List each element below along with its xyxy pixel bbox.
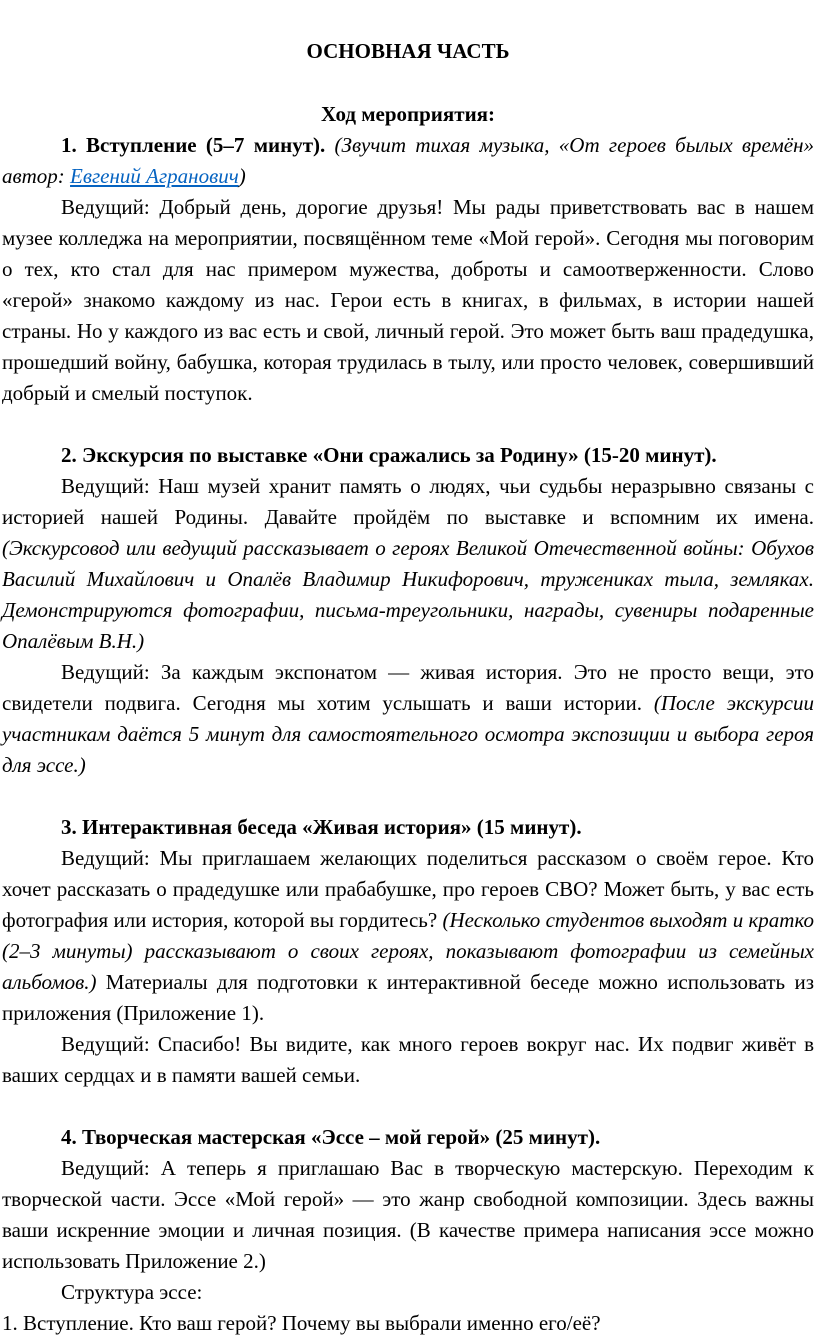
- section-1-note-close: ): [238, 164, 246, 188]
- section-2-speech-2: [2, 657, 814, 781]
- section-3-note-1: (Несколько студентов выходят и кратко (2–3 минуты) рассказывают о своих героях, показывают фотографии из семейных альбомов.): [2, 908, 815, 994]
- section-3-speech-1-tail: Материалы для подготовки к интерактивной беседе можно использовать из приложения (Приложение 1).: [2, 970, 814, 1025]
- section-2-speech-1: [2, 471, 814, 657]
- essay-structure-label: Структура эссе:: [61, 1280, 203, 1304]
- section-4-speech-1: Ведущий: А теперь я приглашаю Вас в творческую мастерскую. Переходим к творческой части. Эссе «Мой герой» — это жанр свободной композиции. Здесь важны ваши искренние эмоции и личная позиция. (В качестве примера написания эссе можно использовать Приложение 2.): [2, 1156, 814, 1273]
- section-1-heading: 1. Вступление (5–7 минут).: [61, 133, 326, 157]
- spacer: [2, 409, 814, 440]
- section-3-speech-1-text: Ведущий: Мы приглашаем желающих поделиться рассказом о своём герое. Кто хочет рассказать о прадедушке или прабабушке, про героев СВО? Может быть, у вас есть фотография или история, которой вы гордитесь?: [2, 846, 814, 932]
- author-link[interactable]: Евгений Агранович: [70, 164, 239, 188]
- section-3-speech-2: Ведущий: Спасибо! Вы видите, как много героев вокруг нас. Их подвиг живёт в ваших сердцах и в памяти вашей семьи.: [2, 1032, 814, 1087]
- page-subtitle: Ход мероприятия:: [320, 102, 496, 126]
- section-3-heading: 3. Интерактивная беседа «Живая история» (15 минут).: [61, 815, 582, 839]
- section-2-note-2: (После экскурсии участникам даётся 5 минут для самостоятельного осмотра экспозиции и выбора героя для эссе.): [2, 691, 814, 777]
- section-2-heading: 2. Экскурсия по выставке «Они сражались за Родину» (15-20 минут).: [61, 443, 717, 467]
- section-4-heading: 4. Творческая мастерская «Эссе – мой герой» (25 минут).: [61, 1125, 601, 1149]
- essay-structure-item-1: 1. Вступление. Кто ваш герой? Почему вы выбрали именно его/её?: [2, 1311, 601, 1335]
- spacer: [2, 781, 814, 812]
- section-2-speech-1-text: Ведущий: Наш музей хранит память о людях, чьи судьбы неразрывно связаны с историей нашей Родины. Давайте пройдём по выставке и вспомним их имена.: [2, 474, 814, 529]
- section-1-speech: Ведущий: Добрый день, дорогие друзья! Мы рады приветствовать вас в нашем музее колледжа на мероприятии, посвящённом теме «Мой герой». Сегодня мы поговорим о тех, кто стал для нас примером мужества, доброты и самоотверженности. Слово «герой» знакомо каждому из нас. Герои есть в книгах, в фильмах, в истории нашей страны. Но у каждого из вас есть и свой, личный герой. Это может быть ваш прадедушка, прошедший войну, бабушка, которая трудилась в тылу, или просто человек, совершивший добрый и смелый поступок.: [2, 195, 814, 405]
- section-2-note-1: (Экскурсовод или ведущий рассказывает о героях Великой Отечественной войны: Обухов Василий Михайлович и Опалёв Владимир Никифорович, тружениках тыла, земляках. Демонстрируются фотографии, письма-треугольники, награды, сувениры подаренные Опалёвым В.Н.): [2, 536, 814, 653]
- section-3-speech-1: [2, 843, 814, 1029]
- section-1-heading-paragraph: [2, 130, 814, 192]
- spacer: [2, 1091, 814, 1122]
- page-title: ОСНОВНАЯ ЧАСТЬ: [306, 39, 510, 63]
- section-2-speech-2-text: Ведущий: За каждым экспонатом — живая история. Это не просто вещи, это свидетели подвига. Сегодня мы хотим услышать и ваши истории.: [2, 660, 814, 715]
- section-1-note: (Звучит тихая музыка, «От героев былых времён» автор:: [2, 133, 814, 188]
